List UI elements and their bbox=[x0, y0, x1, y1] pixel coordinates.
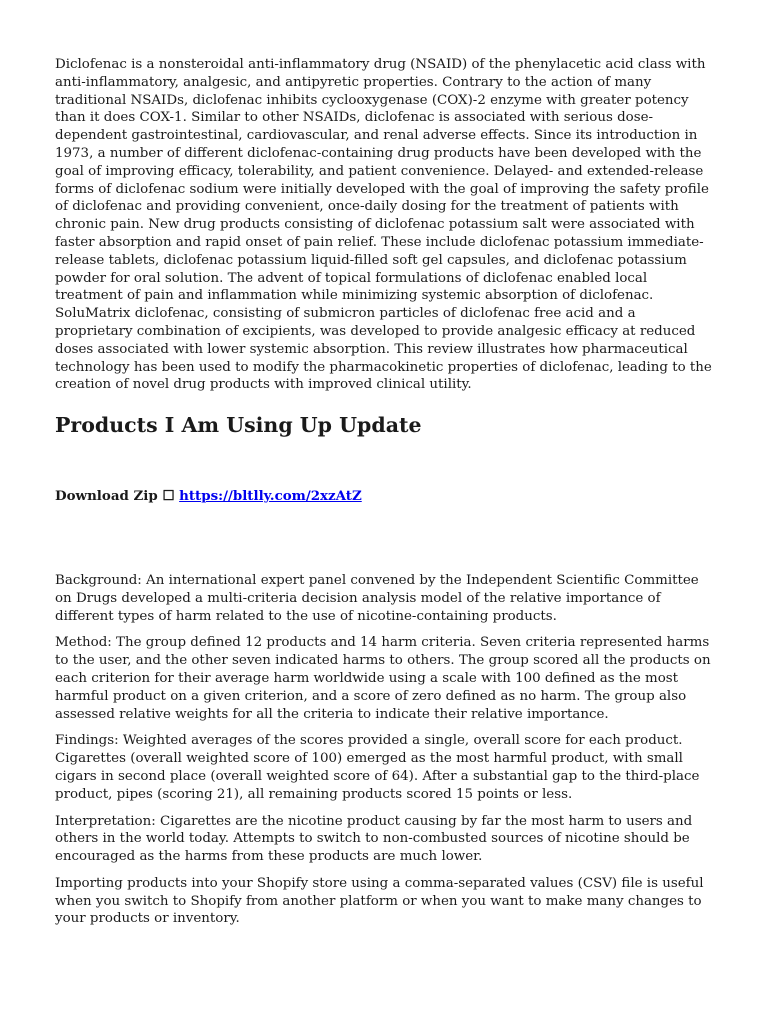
download-link[interactable]: https://bltlly.com/2xzAtZ bbox=[179, 488, 362, 505]
interpretation-paragraph: Interpretation: Cigarettes are the nicotine product causing by far the most harm to users and others in the world today. Attempts to switch to non-combusted sources of nicotine should be encouraged as the harms from these products are much lower. bbox=[55, 813, 693, 865]
content-section bbox=[55, 572, 717, 928]
background-paragraph: Background: An international expert panel convened by the Independent Scientific Committee on Drugs developed a multi-criteria decision analysis model of the relative importance of different types of harm related to the use of nicotine-containing products. bbox=[55, 572, 699, 624]
download-label: Download Zip bbox=[55, 488, 158, 505]
download-line bbox=[55, 488, 717, 506]
page-heading: Products I Am Using Up Update bbox=[55, 413, 422, 438]
arrow-icon: ☐ bbox=[162, 488, 175, 505]
findings-paragraph: Findings: Weighted averages of the scores provided a single, overall score for each product. Cigarettes (overall weighted score of 100) emerged as the most harmful product, with small cigars in second place (overall weighted score of 64). After a substantial gap to the third-place product, pipes (scoring 21), all remaining products scored 15 points or less. bbox=[55, 733, 700, 802]
method-paragraph: Method: The group defined 12 products and 14 harm criteria. Seven criteria represented harms to the user, and the other seven indicated harms to others. The group scored all the products on each criterion for their average harm worldwide using a scale with 100 defined as the most harmful product on a given criterion, and a score of zero defined as no harm. The group also assessed relative weights for all the criteria to indicate their relative importance. bbox=[55, 635, 711, 722]
shopify-paragraph: Importing products into your Shopify store using a comma-separated values (CSV) file is useful when you switch to Shopify from another platform or when you want to make many changes to your products or inventory. bbox=[55, 875, 704, 927]
document-page bbox=[55, 56, 717, 937]
intro-paragraph: Diclofenac is a nonsteroidal anti-inflammatory drug (NSAID) of the phenylacetic acid class with anti-inflammatory, analgesic, and antipyretic properties. Contrary to the action of many traditional NSAIDs, diclofenac inhibits cyclooxygenase (COX)-2 enzyme with greater potency than it does COX-1. Similar to other NSAIDs, diclofenac is associated with serious dose-dependent gastrointestinal, cardiovascular, and renal adverse effects. Since its introduction in 1973, a number of different diclofenac-containing drug products have been developed with the goal of improving efficacy, tolerability, and patient convenience. Delayed- and extended-release forms of diclofenac sodium were initially developed with the goal of improving the safety profile of diclofenac and providing convenient, once-daily dosing for the treatment of patients with chronic pain. New drug products consisting of diclofenac potassium salt were associated with faster absorption and rapid onset of pain relief. These include diclofenac potassium immediate-release tablets, diclofenac potassium liquid-filled soft gel capsules, and diclofenac potassium powder for oral solution. The advent of topical formulations of diclofenac enabled local treatment of pain and inflammation while minimizing systemic absorption of diclofenac. SoluMatrix diclofenac, consisting of submicron particles of diclofenac free acid and a proprietary combination of excipients, was developed to provide analgesic efficacy at reduced doses associated with lower systemic absorption. This review illustrates how pharmaceutical technology has been used to modify the pharmacokinetic properties of diclofenac, leading to the creation of novel drug products with improved clinical utility. bbox=[55, 57, 712, 393]
